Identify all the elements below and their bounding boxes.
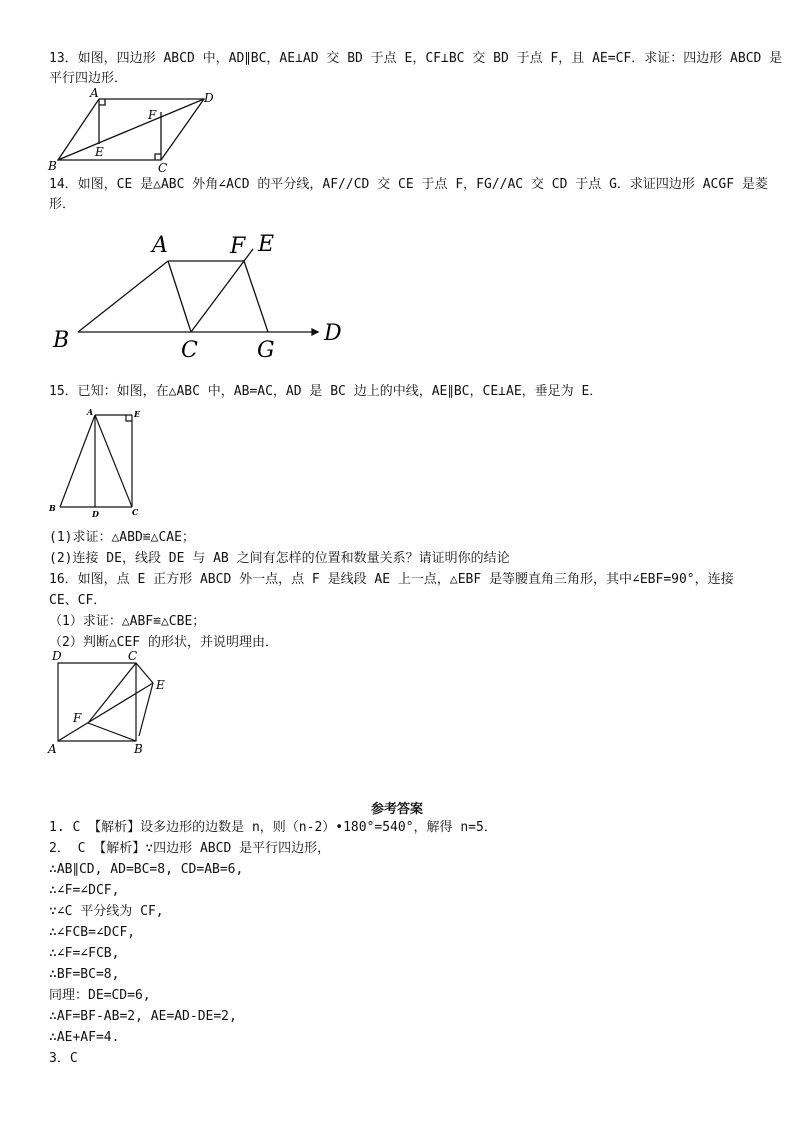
q16-label-c: C [128,649,138,663]
q16-part2: （2）判断△CEF 的形状，并说明理由． [49,635,278,650]
q13-label-b: B [48,159,57,173]
q16-label-d: D [52,649,62,663]
answer-line-5: ∵∠C 平分线为 CF, [49,904,164,919]
q13-figure [44,88,224,178]
q14-label-a: A [152,233,168,258]
q15-part1: (1)求证：△ABD≌△CAE； [49,530,195,545]
q14-label-f: F [230,234,246,259]
answer-line-3: ∴AB∥CD, AD=BC=8, CD=AB=6, [49,862,244,877]
q13-label-c: C [158,161,168,175]
q16-text-line1: 16．如图，点 E 正方形 ABCD 外一点，点 F 是线段 AE 上一点，△EBF 是等腰直角三角形，其中∠EBF=90°，连接 [49,572,734,587]
q13-label-d: D [204,91,214,105]
q15-part2: (2)连接 DE，线段 DE 与 AB 之间有怎样的位置和数量关系？请证明你的结论 [49,551,510,566]
q14-text-line1: 14．如图，CE 是△ABC 外角∠ACD 的平分线，AF//CD 交 CE 于点 F，FG//AC 交 CD 于点 G．求证四边形 ACGF 是菱 [49,177,768,192]
q15-text-line1: 15．已知：如图，在△ABC 中，AB=AC，AD 是 BC 边上的中线，AE∥BC，CE⊥AE，垂足为 E． [49,384,603,399]
q13-label-a: A [90,86,99,100]
q15-label-e: E [134,409,141,419]
answer-line-8: ∴BF=BC=8, [49,967,120,982]
q16-label-f: F [73,711,82,725]
q15-figure [48,405,148,520]
q14-label-e: E [258,232,275,257]
answer-line-1: 1. C 【解析】设多边形的边数是 n，则（n-2）•180°=540°，解得 n=5． [49,820,497,835]
q14-label-c: C [181,338,198,363]
q14-label-b: B [53,328,70,353]
q14-text-line2: 形． [49,197,76,212]
q13-text-line2: 平行四边形． [49,71,128,86]
answer-line-10: ∴AF=BF-AB=2, AE=AD-DE=2, [49,1009,237,1024]
answer-line-12: 3．C [49,1051,78,1066]
q16-label-a: A [48,742,57,756]
q16-label-b: B [134,742,143,756]
answer-line-9: 同理：DE=CD=6, [49,988,151,1003]
q13-label-e: E [95,145,104,159]
q16-figure [44,648,179,758]
q15-label-a: A [87,407,94,417]
q14-label-d: D [324,321,342,346]
q14-label-g: G [257,338,275,363]
q13-label-f: F [148,108,157,122]
q16-label-e: E [156,678,165,692]
answer-line-11: ∴AE+AF=4. [49,1030,120,1045]
answer-line-6: ∴∠FCB=∠DCF, [49,925,136,940]
q13-text-line1: 13．如图，四边形 ABCD 中，AD∥BC，AE⊥AD 交 BD 于点 E，CF⊥BC 交 BD 于点 F，且 AE=CF．求证：四边形 ABCD 是 [49,51,783,66]
answer-line-2: 2． C 【解析】∵四边形 ABCD 是平行四边形， [49,841,331,856]
q16-text-line2: CE、CF． [49,593,107,608]
answers-title: 参考答案 [370,802,423,817]
q16-part1: （1）求证：△ABF≌△CBE； [49,614,206,629]
answer-line-7: ∴∠F=∠FCB, [49,946,120,961]
q15-label-c: C [132,507,139,517]
q15-label-d: D [92,509,99,519]
q15-label-b: B [49,503,56,513]
answer-line-4: ∴∠F=∠DCF, [49,883,120,898]
q14-figure [50,228,350,363]
